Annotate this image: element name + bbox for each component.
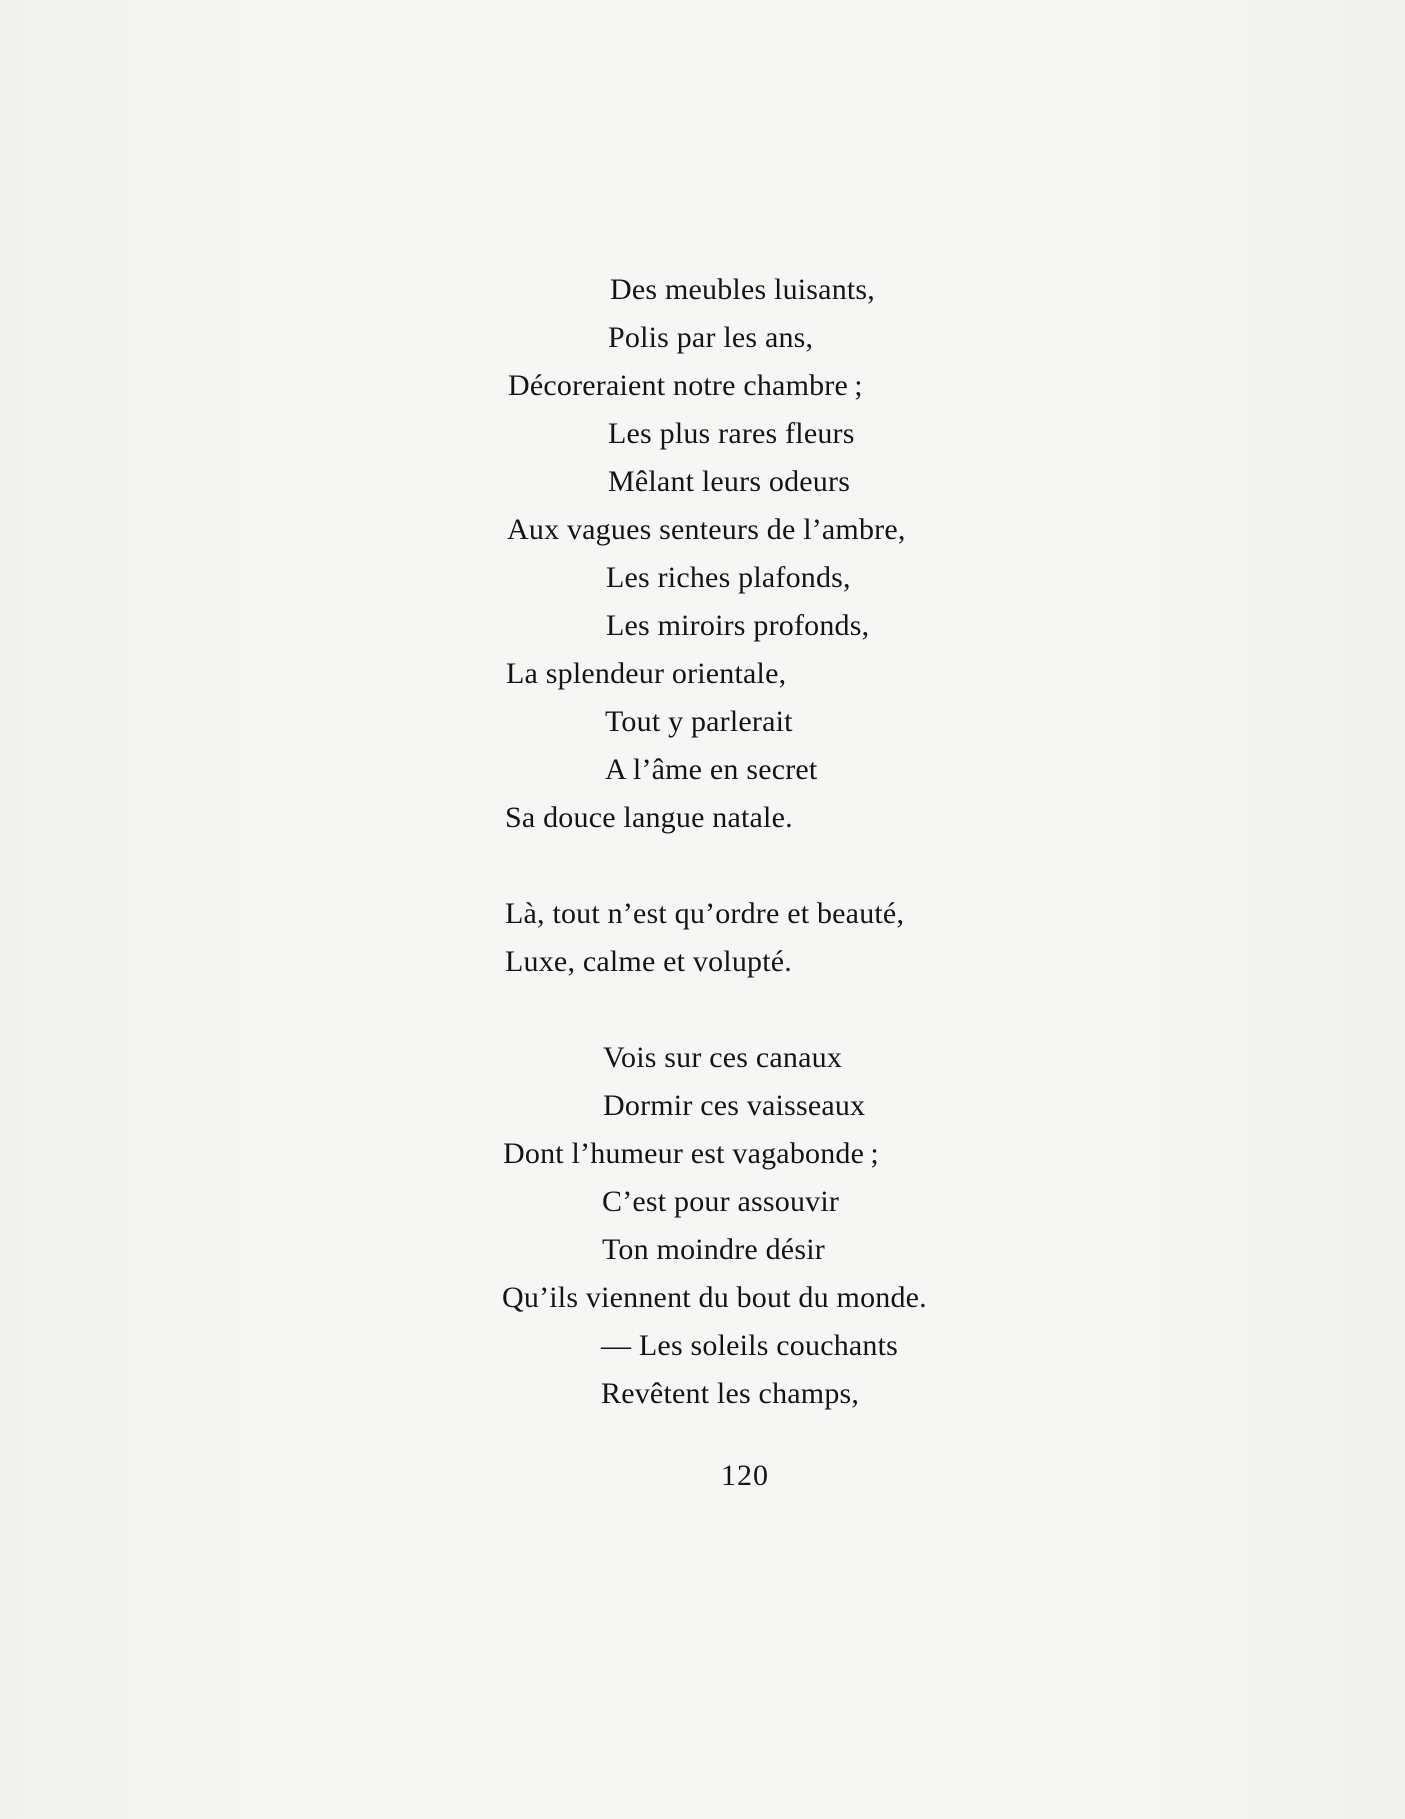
poem-line: Polis par les ans, (608, 321, 814, 354)
poem-line: Vois sur ces canaux (603, 1041, 843, 1074)
poem-line: Dont l’humeur est vagabonde ; (503, 1137, 879, 1170)
poem-line: Qu’ils viennent du bout du monde. (502, 1281, 927, 1314)
poem-line: Dormir ces vaisseaux (603, 1089, 866, 1122)
poem-line: Les riches plafonds, (606, 561, 851, 594)
poem-line: Des meubles luisants, (610, 273, 876, 306)
poem-line: La splendeur orientale, (506, 657, 787, 690)
poem-line: Mêlant leurs odeurs (608, 465, 851, 498)
poem-line: Les plus rares fleurs (608, 417, 855, 450)
poem-line: Décoreraient notre chambre ; (508, 369, 863, 402)
poem-line: — Les soleils couchants (601, 1329, 899, 1362)
page-number: 120 (721, 1459, 769, 1492)
poem-line: Luxe, calme et volupté. (505, 945, 792, 978)
poem-line: A l’âme en secret (605, 753, 818, 786)
poem-line: Tout y parlerait (605, 705, 793, 738)
poem-line: Là, tout n’est qu’ordre et beauté, (505, 897, 905, 930)
poem-line: C’est pour assouvir (602, 1185, 840, 1218)
poem-line: Sa douce langue natale. (505, 801, 793, 834)
poem-line: Revêtent les champs, (601, 1377, 860, 1410)
poem-line: Les miroirs profonds, (606, 609, 870, 642)
poem-line: Aux vagues senteurs de l’ambre, (507, 513, 906, 546)
poem-line: Ton moindre désir (602, 1233, 825, 1266)
